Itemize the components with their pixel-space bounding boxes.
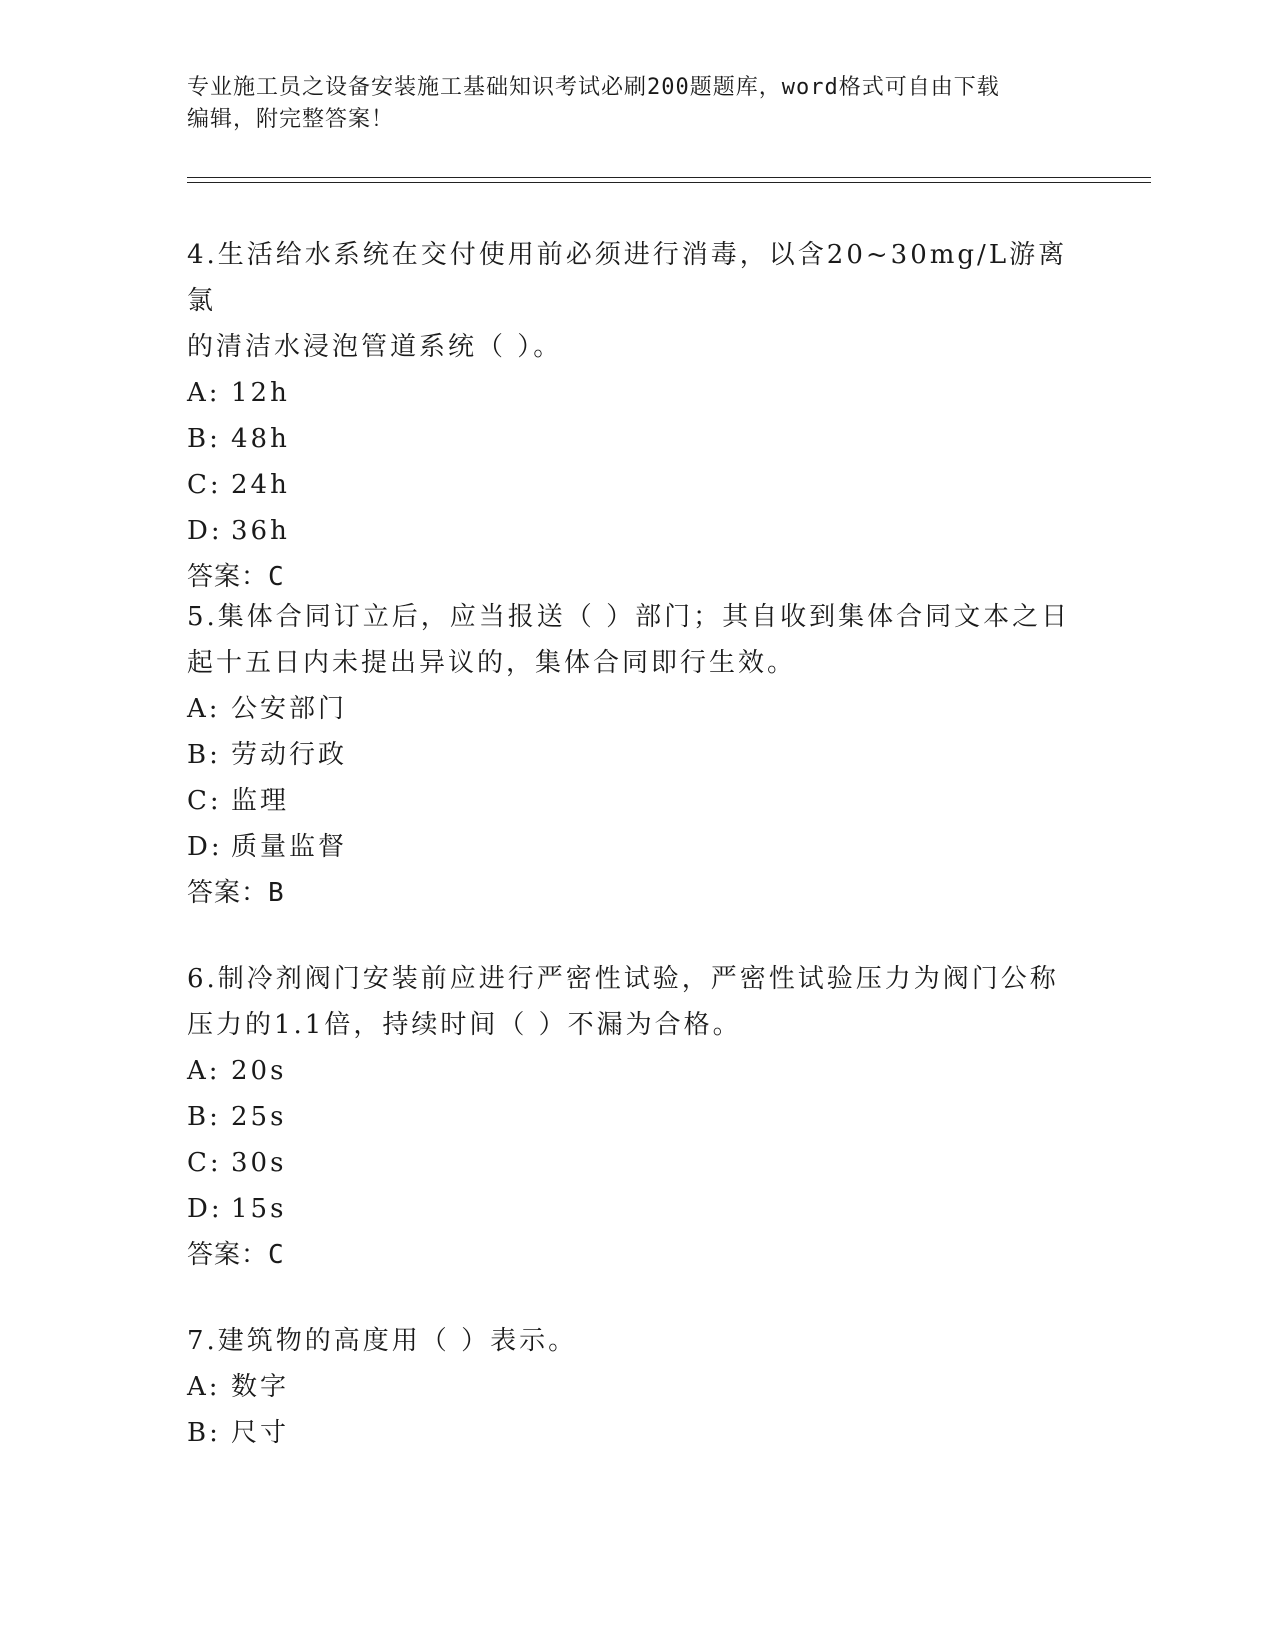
question-7 xyxy=(187,1318,1087,1456)
option-c: C: 监理 xyxy=(187,786,290,816)
option-a: A: 20s xyxy=(187,1056,287,1086)
question-stem-line-1: 7.建筑物的高度用（ ）表示。 xyxy=(187,1326,578,1356)
question-stem-line-1: 4.生活给水系统在交付使用前必须进行消毒，以含20~30mg/L游离氯 xyxy=(187,240,1068,316)
answer: 答案：C xyxy=(187,1240,285,1270)
question-stem-line-2: 的清洁水浸泡管道系统（ ）。 xyxy=(187,332,563,362)
option-a: A: 数字 xyxy=(187,1372,290,1402)
question-4 xyxy=(187,232,1087,600)
option-b: B: 尺寸 xyxy=(187,1418,290,1448)
header-divider-bottom xyxy=(187,182,1151,183)
question-5 xyxy=(187,594,1087,916)
option-c: C: 30s xyxy=(187,1148,287,1178)
document-header xyxy=(187,72,1087,136)
question-stem-line-2: 压力的1.1倍，持续时间（ ）不漏为合格。 xyxy=(187,1010,742,1040)
option-d: D: 15s xyxy=(187,1194,287,1224)
question-stem-line-2: 起十五日内未提出异议的，集体合同即行生效。 xyxy=(187,648,797,678)
answer: 答案：C xyxy=(187,562,285,592)
header-divider-top xyxy=(187,177,1151,178)
option-b: B: 25s xyxy=(187,1102,287,1132)
answer: 答案：B xyxy=(187,878,285,908)
option-b: B: 劳动行政 xyxy=(187,740,348,770)
question-6 xyxy=(187,956,1087,1278)
header-line-1: 专业施工员之设备安装施工基础知识考试必刷200题题库，word格式可自由下载 xyxy=(187,75,1000,100)
question-stem-line-1: 6.制冷剂阀门安装前应进行严密性试验，严密性试验压力为阀门公称 xyxy=(187,964,1059,994)
option-d: D: 36h xyxy=(187,516,290,546)
option-c: C: 24h xyxy=(187,470,290,500)
option-b: B: 48h xyxy=(187,424,290,454)
option-d: D: 质量监督 xyxy=(187,832,348,862)
option-a: A: 12h xyxy=(187,378,290,408)
question-stem-line-1: 5.集体合同订立后，应当报送（ ）部门；其自收到集体合同文本之日 xyxy=(187,602,1071,632)
header-line-2: 编辑，附完整答案！ xyxy=(187,107,395,132)
option-a: A: 公安部门 xyxy=(187,694,348,724)
